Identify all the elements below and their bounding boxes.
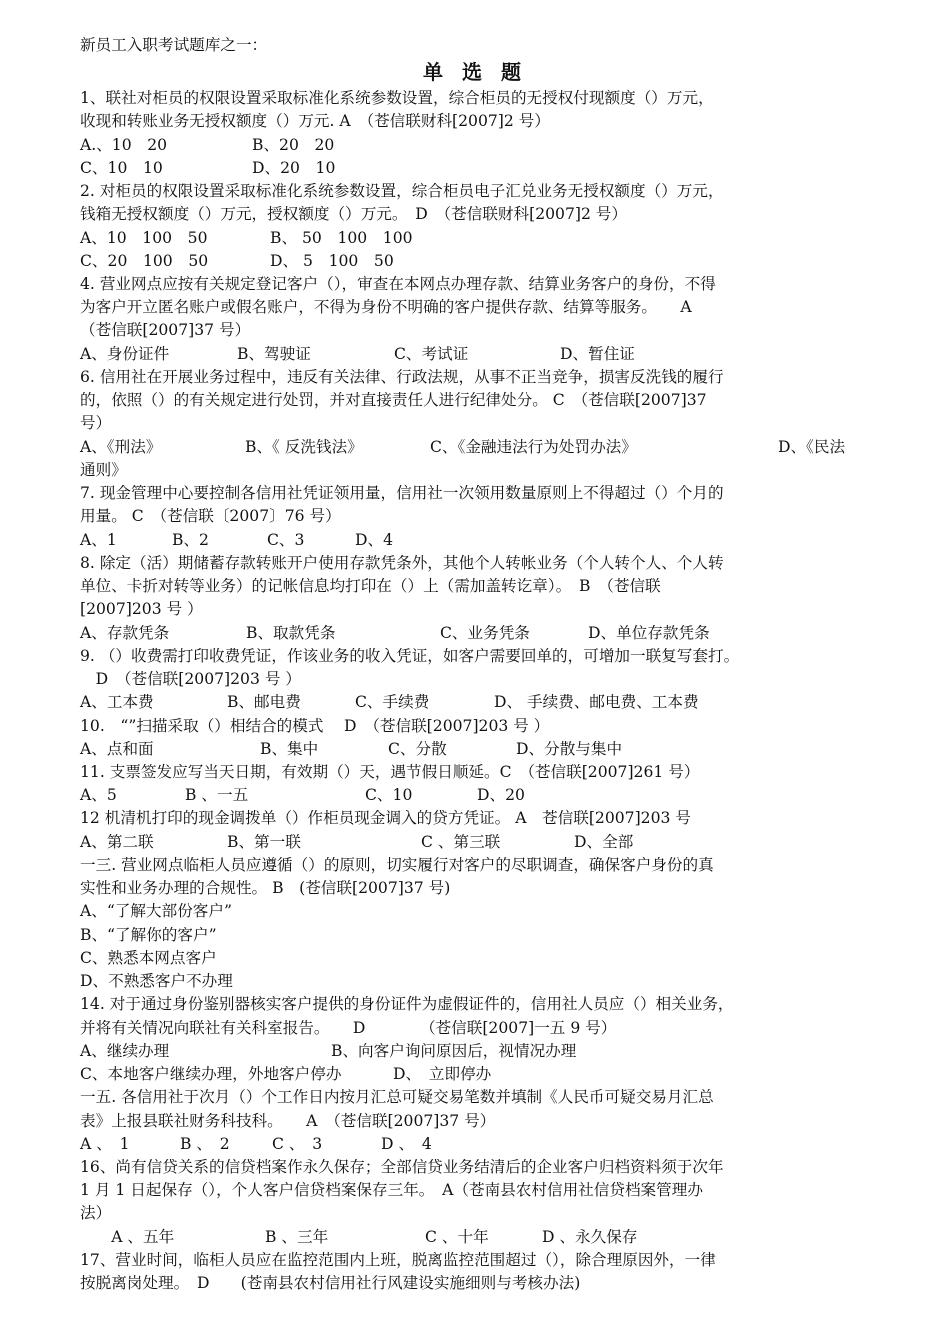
question-15-line-1: 一五. 各信用社于次月（）个工作日内按月汇总可疑交易笔数并填制《人民币可疑交易月汇总 <box>80 1088 714 1106</box>
option-a: A、身份证件 <box>80 345 170 363</box>
option-b: B 、一五 <box>185 786 249 804</box>
question-16-line-3: 法） <box>80 1204 112 1222</box>
question-13-option-d: D、不熟悉客户不办理 <box>80 972 233 990</box>
option-c: C 、第三联 <box>421 833 501 851</box>
option-a: A、点和面 <box>80 740 154 758</box>
option-b: B、向客户询问原因后，视情况办理 <box>331 1042 577 1060</box>
option-b: B、邮电费 <box>227 693 301 711</box>
question-8-line-3: [2007]203 号 ） <box>80 600 203 618</box>
option-a: A、1 <box>80 531 117 549</box>
question-13-line-1: 一三. 营业网点临柜人员应遵循（）的原则，切实履行对客户的尽职调查，确保客户身份的真 <box>80 856 714 874</box>
option-b: B、 50 100 100 <box>270 229 413 247</box>
option-c: C、本地客户继续办理，外地客户停办 <box>80 1065 342 1083</box>
option-b: B、第一联 <box>227 833 301 851</box>
question-16-line-1: 16、尚有信贷关系的信贷档案作永久保存；全部信贷业务结清后的企业客户归档资料须于次年 <box>80 1158 724 1176</box>
question-4-line-3: （苍信联[2007]37 号） <box>80 321 251 339</box>
option-a: A、第二联 <box>80 833 154 851</box>
option-a: A、工本费 <box>80 693 154 711</box>
option-c: C、10 <box>365 786 413 804</box>
option-c: C、20 100 50 <box>80 252 209 270</box>
option-c: C、3 <box>267 531 305 549</box>
option-d: D、暂住证 <box>560 345 635 363</box>
question-16-line-2: 1 月 1 日起保存（），个人客户信贷档案保存三年。 A（苍南县农村信用社信贷档案管理办 <box>80 1181 703 1199</box>
question-14-line-2: 并将有关情况向联社有关科室报告。 D （苍信联[2007]一五 9 号） <box>80 1019 617 1037</box>
option-a: A、5 <box>80 786 117 804</box>
option-d: D、 立即停办 <box>393 1065 492 1083</box>
option-d: D 、永久保存 <box>542 1228 638 1246</box>
option-d: D、 5 100 50 <box>270 252 394 270</box>
option-b: B、2 <box>172 531 209 549</box>
option-c: C、考试证 <box>394 345 469 363</box>
question-4-line-2: 为客户开立匿名账户或假名账户，不得为身份不明确的客户提供存款、结算等服务。 A <box>80 298 692 316</box>
question-12-line-1: 12 机清机打印的现金调拨单（）作柜员现金调入的贷方凭证。 A 苍信联[2007]203 号 <box>80 809 691 827</box>
option-d: D 、 4 <box>381 1135 432 1153</box>
question-13-option-a: A、“了解大部份客户” <box>80 902 232 920</box>
option-b: B 、 2 <box>180 1135 230 1153</box>
option-a: A 、五年 <box>80 1228 175 1246</box>
question-1-line-1: 1、联社对柜员的权限设置采取标准化系统参数设置，综合柜员的无授权付现额度（）万元， <box>80 89 714 107</box>
question-2-line-1: 2. 对柜员的权限设置采取标准化系统参数设置，综合柜员电子汇兑业务无授权额度（）万元， <box>80 182 724 200</box>
option-b: B、驾驶证 <box>237 345 311 363</box>
question-14-line-1: 14. 对于通过身份鉴别器核实客户提供的身份证件为虚假证件的，信用社人员应（）相关业务， <box>80 995 734 1013</box>
option-d: D、单位存款凭条 <box>588 624 710 642</box>
question-9-line-2: D （苍信联[2007]203 号 ） <box>80 670 301 688</box>
option-c: C 、 3 <box>272 1135 323 1153</box>
question-13-option-b: B、“了解你的客户” <box>80 926 217 944</box>
option-a: A.、10 20 <box>80 136 168 154</box>
option-b: B、集中 <box>260 740 319 758</box>
option-a: A 、 1 <box>80 1135 130 1153</box>
question-7-line-1: 7. 现金管理中心要控制各信用社凭证领用量，信用社一次领用数量原则上不得超过（）个月的 <box>80 484 724 502</box>
question-4-line-1: 4. 营业网点应按有关规定登记客户（），审查在本网点办理存款、结算业务客户的身份，不得 <box>80 275 716 293</box>
option-b: B、取款凭条 <box>246 624 336 642</box>
option-d: D、 手续费、邮电费、工本费 <box>494 693 699 711</box>
question-7-line-2: 用量。 C （苍信联〔2007〕76 号） <box>80 507 341 525</box>
option-b: B、《 反洗钱法》 <box>245 438 363 456</box>
option-a: A、存款凭条 <box>80 624 170 642</box>
question-10-line-1: 10. “”扫描采取（）相结合的模式 D （苍信联[2007]203 号 ） <box>80 717 550 735</box>
option-d: D、分散与集中 <box>516 740 623 758</box>
question-8-line-2: 单位、卡折对转等业务）的记帐信息均打印在（）上（需加盖转讫章）。 B （苍信联 <box>80 577 661 595</box>
question-9-line-1: 9. （）收费需打印收费凭证，作该业务的收入凭证，如客户需要回单的，可增加一联复写套打。 <box>80 647 740 665</box>
document-header: 新员工入职考试题库之一： <box>80 36 268 54</box>
question-6-options-tail: 通则》 <box>80 461 127 479</box>
question-6-line-2: 的，依照（）的有关规定进行处罚，并对直接责任人进行纪律处分。 C （苍信联[2007]37 <box>80 391 707 409</box>
question-17-line-2: 按脱离岗处理。 D (苍南县农村信用社行风建设实施细则与考核办法) <box>80 1274 581 1292</box>
option-a: A、《刑法》 <box>80 438 162 456</box>
question-17-line-1: 17、营业时间，临柜人员应在监控范围内上班，脱离监控范围超过（），除合理原因外，一律 <box>80 1251 716 1269</box>
option-c: C 、十年 <box>425 1228 489 1246</box>
option-d: D、4 <box>355 531 394 549</box>
question-8-line-1: 8. 除定（活）期储蓄存款转账开户使用存款凭条外，其他个人转帐业务（个人转个人、个人转 <box>80 554 724 572</box>
option-b: B、20 20 <box>252 136 335 154</box>
question-6-line-1: 6. 信用社在开展业务过程中，违反有关法律、行政法规，从事不正当竞争，损害反洗钱的履行 <box>80 368 724 386</box>
option-a: A、继续办理 <box>80 1042 170 1060</box>
question-6-line-3: 号） <box>80 414 112 432</box>
question-2-line-2: 钱箱无授权额度（）万元，授权额度（）万元。 D （苍信联财科[2007]2 号） <box>80 205 628 223</box>
option-c: C、《金融违法行为处罚办法》 <box>430 438 637 456</box>
question-15-line-2: 表》上报县联社财务科技科。 A （苍信联[2007]37 号） <box>80 1112 496 1130</box>
section-title: 单 选 题 <box>423 60 527 84</box>
option-d: D、全部 <box>574 833 634 851</box>
question-13-option-c: C、熟悉本网点客户 <box>80 949 217 967</box>
option-c: C、分散 <box>388 740 447 758</box>
question-11-line-1: 11. 支票签发应写当天日期，有效期（）天，遇节假日顺延。C （苍信联[2007]261 号） <box>80 763 700 781</box>
option-b: B 、三年 <box>265 1228 329 1246</box>
option-a: A、10 100 50 <box>80 229 208 247</box>
option-d: D、《民法 <box>778 438 846 456</box>
question-13-line-2: 实性和业务办理的合规性。 B (苍信联[2007]37 号) <box>80 879 451 897</box>
option-d: D、20 10 <box>252 159 336 177</box>
question-1-line-2: 收现和转账业务无授权额度（）万元. A （苍信联财科[2007]2 号） <box>80 112 550 130</box>
option-c: C、业务凭条 <box>440 624 530 642</box>
option-d: D、20 <box>477 786 525 804</box>
option-c: C、手续费 <box>355 693 430 711</box>
option-c: C、10 10 <box>80 159 163 177</box>
